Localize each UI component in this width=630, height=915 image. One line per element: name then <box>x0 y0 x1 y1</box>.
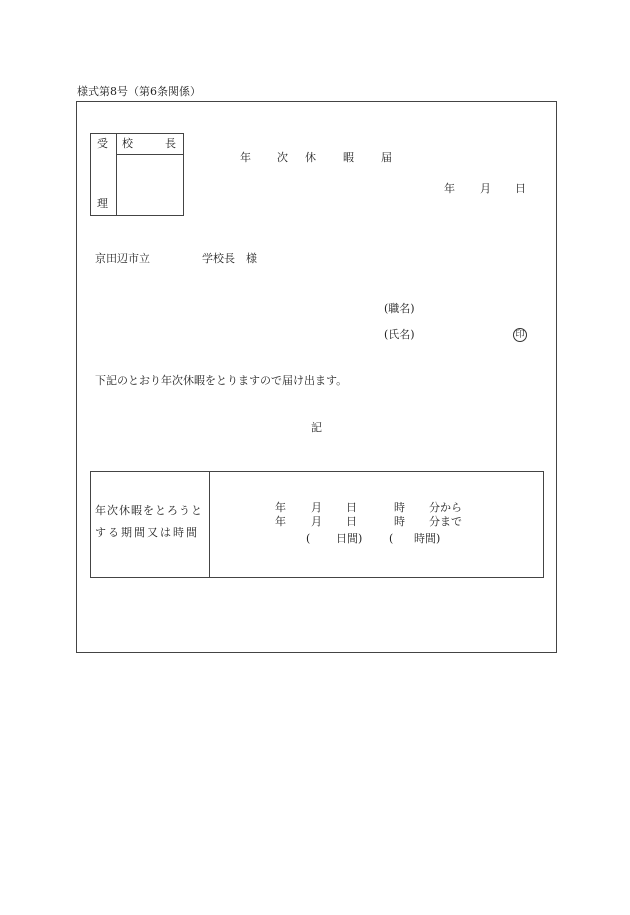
receipt-divider <box>116 133 117 216</box>
principal-label-1: 校 <box>122 137 133 150</box>
date-day: 日 <box>515 182 526 195</box>
position-label: (職名) <box>384 302 415 315</box>
title-char: 次 <box>277 151 288 164</box>
seal-mark: 印 <box>513 328 527 342</box>
title-char: 休 <box>305 151 316 164</box>
from-month: 月 <box>311 501 322 514</box>
days-label: 日間) <box>336 532 363 545</box>
to-month: 月 <box>311 515 322 528</box>
period-label-line1: 年次休暇をとろうと <box>95 504 203 517</box>
from-minute: 分から <box>429 501 462 514</box>
title-char: 届 <box>381 151 392 164</box>
addressee-city: 京田辺市立 <box>95 252 150 265</box>
name-label: (氏名) <box>384 328 415 341</box>
table-divider <box>209 471 210 578</box>
statement: 下記のとおり年次休暇をとりますので届け出ます。 <box>95 374 348 387</box>
receipt-divider-h <box>116 154 184 155</box>
hours-label: 時間) <box>414 532 441 545</box>
from-day: 日 <box>346 501 357 514</box>
addressee-school: 学校長 様 <box>202 252 257 265</box>
period-label-line2: する期間又は時間 <box>95 526 199 539</box>
to-year: 年 <box>275 515 286 528</box>
title-char: 年 <box>240 151 251 164</box>
title-char: 暇 <box>343 151 354 164</box>
receipt-uke: 受 <box>97 137 108 150</box>
from-hour: 時 <box>394 501 405 514</box>
form-label: 様式第8号（第6条関係） <box>77 85 201 98</box>
from-year: 年 <box>275 501 286 514</box>
date-year: 年 <box>444 182 455 195</box>
to-day: 日 <box>346 515 357 528</box>
hours-open: ( <box>389 532 394 545</box>
to-minute: 分まで <box>429 515 462 528</box>
to-hour: 時 <box>394 515 405 528</box>
days-open: ( <box>306 532 311 545</box>
ki-heading: 記 <box>311 421 322 434</box>
date-month: 月 <box>480 182 491 195</box>
principal-label-2: 長 <box>165 137 176 150</box>
receipt-ri: 理 <box>97 197 108 210</box>
